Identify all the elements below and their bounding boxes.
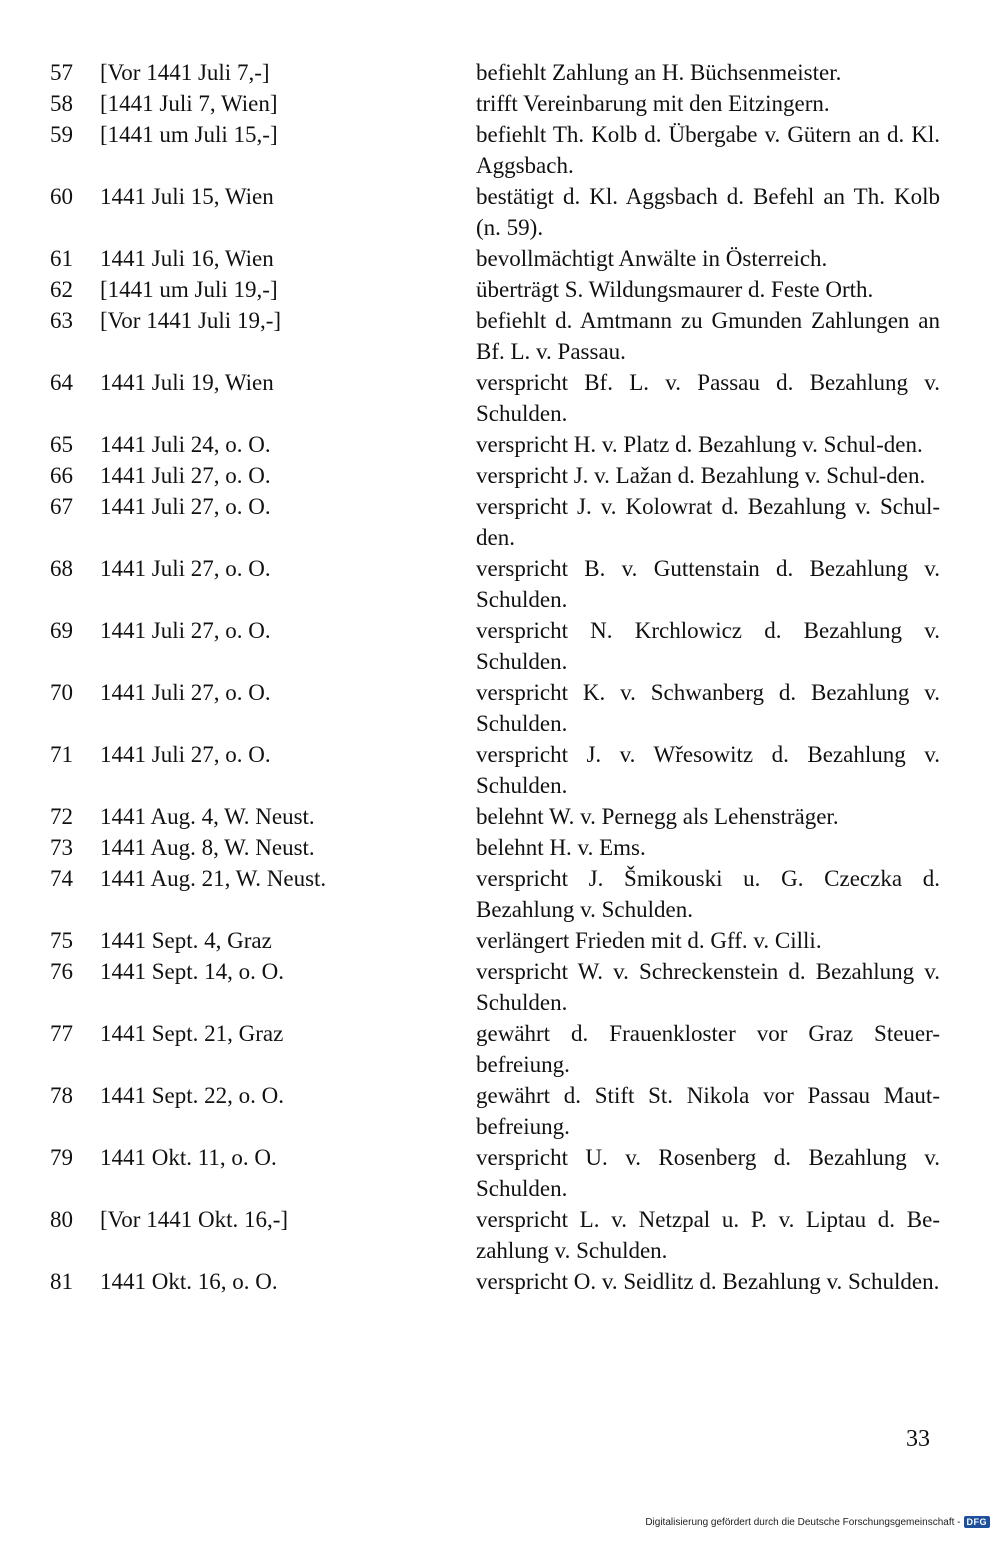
entry-content: verspricht L. v. Netzpal u. P. v. Liptau d. Be-zahlung v. Schulden.: [476, 1207, 940, 1263]
entry-content: gewährt d. Frauenkloster vor Graz Steuer-befreiung.: [476, 1021, 940, 1077]
entry-date-place: 1441 Juli 19, Wien: [100, 370, 274, 395]
entry-number: 60: [50, 184, 73, 209]
entry-number: 72: [50, 804, 73, 829]
entry-date-place: 1441 Juli 24, o. O.: [100, 432, 271, 457]
entry-number: 73: [50, 835, 73, 860]
regest-entry: [50, 88, 940, 119]
entry-content: verspricht K. v. Schwanberg d. Bezahlung v. Schulden.: [476, 680, 940, 736]
entry-number: 59: [50, 122, 73, 147]
entry-date-place: [1441 um Juli 15,-]: [100, 122, 278, 147]
entry-date-place: 1441 Juli 27, o. O.: [100, 742, 271, 767]
regest-entry: [50, 181, 940, 243]
entry-date-place: 1441 Aug. 4, W. Neust.: [100, 804, 315, 829]
entry-content: verspricht H. v. Platz d. Bezahlung v. Schul-den.: [476, 432, 923, 457]
entry-date-place: [1441 Juli 7, Wien]: [100, 91, 278, 116]
entry-date-place: 1441 Sept. 21, Graz: [100, 1021, 284, 1046]
entry-date-place: 1441 Aug. 21, W. Neust.: [100, 866, 327, 891]
regest-entry: [50, 119, 940, 181]
regesta-list: [50, 57, 940, 1297]
regest-entry: [50, 832, 940, 863]
regest-entry: [50, 1018, 940, 1080]
entry-content: bevollmächtigt Anwälte in Österreich.: [476, 246, 828, 271]
entry-date-place: 1441 Sept. 4, Graz: [100, 928, 272, 953]
entry-date-place: 1441 Sept. 14, o. O.: [100, 959, 284, 984]
entry-number: 76: [50, 959, 73, 984]
entry-number: 64: [50, 370, 73, 395]
regest-entry: [50, 553, 940, 615]
regest-entry: [50, 491, 940, 553]
entry-number: 67: [50, 494, 73, 519]
regest-entry: [50, 956, 940, 1018]
regest-entry: [50, 677, 940, 739]
regest-entry: [50, 429, 940, 460]
entry-content: befiehlt d. Amtmann zu Gmunden Zahlungen an Bf. L. v. Passau.: [476, 308, 940, 364]
entry-number: 74: [50, 866, 73, 891]
page-number: 33: [906, 1426, 930, 1452]
entry-content: befiehlt Zahlung an H. Büchsenmeister.: [476, 60, 842, 85]
entry-date-place: [Vor 1441 Juli 7,-]: [100, 60, 270, 85]
entry-number: 79: [50, 1145, 73, 1170]
regest-entry: [50, 1142, 940, 1204]
entry-number: 58: [50, 91, 73, 116]
entry-content: verspricht N. Krchlowicz d. Bezahlung v. Schulden.: [476, 618, 940, 674]
entry-date-place: 1441 Juli 27, o. O.: [100, 618, 271, 643]
entry-number: 70: [50, 680, 73, 705]
entry-number: 61: [50, 246, 73, 271]
entry-content: überträgt S. Wildungsmaurer d. Feste Orth.: [476, 277, 874, 302]
regest-entry: [50, 1080, 940, 1142]
entry-number: 65: [50, 432, 73, 457]
entry-date-place: 1441 Okt. 11, o. O.: [100, 1145, 277, 1170]
entry-date-place: 1441 Juli 16, Wien: [100, 246, 274, 271]
regest-entry: [50, 615, 940, 677]
entry-number: 63: [50, 308, 73, 333]
entry-content: verspricht J. v. Lažan d. Bezahlung v. Schul-den.: [476, 463, 926, 488]
entry-content: verspricht O. v. Seidlitz d. Bezahlung v. Schulden.: [476, 1269, 940, 1294]
entry-content: verspricht U. v. Rosenberg d. Bezahlung v. Schulden.: [476, 1145, 940, 1201]
regest-entry: [50, 863, 940, 925]
entry-number: 75: [50, 928, 73, 953]
entry-number: 81: [50, 1269, 73, 1294]
entry-number: 57: [50, 60, 73, 85]
entry-number: 62: [50, 277, 73, 302]
regest-entry: [50, 305, 940, 367]
entry-date-place: 1441 Juli 27, o. O.: [100, 494, 271, 519]
entry-content: verspricht W. v. Schreckenstein d. Bezahlung v. Schulden.: [476, 959, 940, 1015]
entry-number: 68: [50, 556, 73, 581]
regest-entry: [50, 801, 940, 832]
entry-number: 78: [50, 1083, 73, 1108]
regest-entry: [50, 57, 940, 88]
entry-date-place: 1441 Juli 15, Wien: [100, 184, 274, 209]
entry-number: 66: [50, 463, 73, 488]
entry-content: bestätigt d. Kl. Aggsbach d. Befehl an Th. Kolb (n. 59).: [476, 184, 940, 240]
entry-content: verspricht Bf. L. v. Passau d. Bezahlung v. Schulden.: [476, 370, 940, 426]
entry-date-place: 1441 Sept. 22, o. O.: [100, 1083, 284, 1108]
entry-content: verspricht J. Šmikouski u. G. Czeczka d. Bezahlung v. Schulden.: [476, 866, 940, 922]
entry-content: belehnt W. v. Pernegg als Lehensträger.: [476, 804, 839, 829]
entry-date-place: 1441 Okt. 16, o. O.: [100, 1269, 278, 1294]
entry-content: verlängert Frieden mit d. Gff. v. Cilli.: [476, 928, 822, 953]
entry-date-place: [Vor 1441 Okt. 16,-]: [100, 1207, 289, 1232]
entry-date-place: 1441 Juli 27, o. O.: [100, 463, 271, 488]
footer-text: Digitalisierung gefördert durch die Deutsche Forschungsgemeinschaft -: [645, 1516, 961, 1528]
regest-entry: [50, 274, 940, 305]
footer: [645, 1516, 990, 1528]
entry-content: befiehlt Th. Kolb d. Übergabe v. Gütern an d. Kl. Aggsbach.: [476, 122, 940, 178]
entry-content: gewährt d. Stift St. Nikola vor Passau Maut-befreiung.: [476, 1083, 940, 1139]
entry-content: belehnt H. v. Ems.: [476, 835, 646, 860]
entry-number: 77: [50, 1021, 73, 1046]
entry-content: verspricht J. v. Wřesowitz d. Bezahlung v. Schulden.: [476, 742, 940, 798]
entry-number: 69: [50, 618, 73, 643]
regest-entry: [50, 1204, 940, 1266]
entry-date-place: [Vor 1441 Juli 19,-]: [100, 308, 282, 333]
entry-date-place: 1441 Juli 27, o. O.: [100, 680, 271, 705]
entry-content: trifft Vereinbarung mit den Eitzingern.: [476, 91, 830, 116]
regest-entry: [50, 367, 940, 429]
regest-entry: [50, 739, 940, 801]
regest-entry: [50, 925, 940, 956]
regest-entry: [50, 1266, 940, 1297]
entry-number: 80: [50, 1207, 73, 1232]
entry-content: verspricht J. v. Kolowrat d. Bezahlung v. Schul-den.: [476, 494, 940, 550]
entry-date-place: 1441 Juli 27, o. O.: [100, 556, 271, 581]
entry-number: 71: [50, 742, 73, 767]
regest-entry: [50, 243, 940, 274]
dfg-logo: DFG: [964, 1516, 991, 1528]
regest-entry: [50, 460, 940, 491]
entry-date-place: [1441 um Juli 19,-]: [100, 277, 278, 302]
entry-date-place: 1441 Aug. 8, W. Neust.: [100, 835, 315, 860]
entry-content: verspricht B. v. Guttenstain d. Bezahlung v. Schulden.: [476, 556, 940, 612]
